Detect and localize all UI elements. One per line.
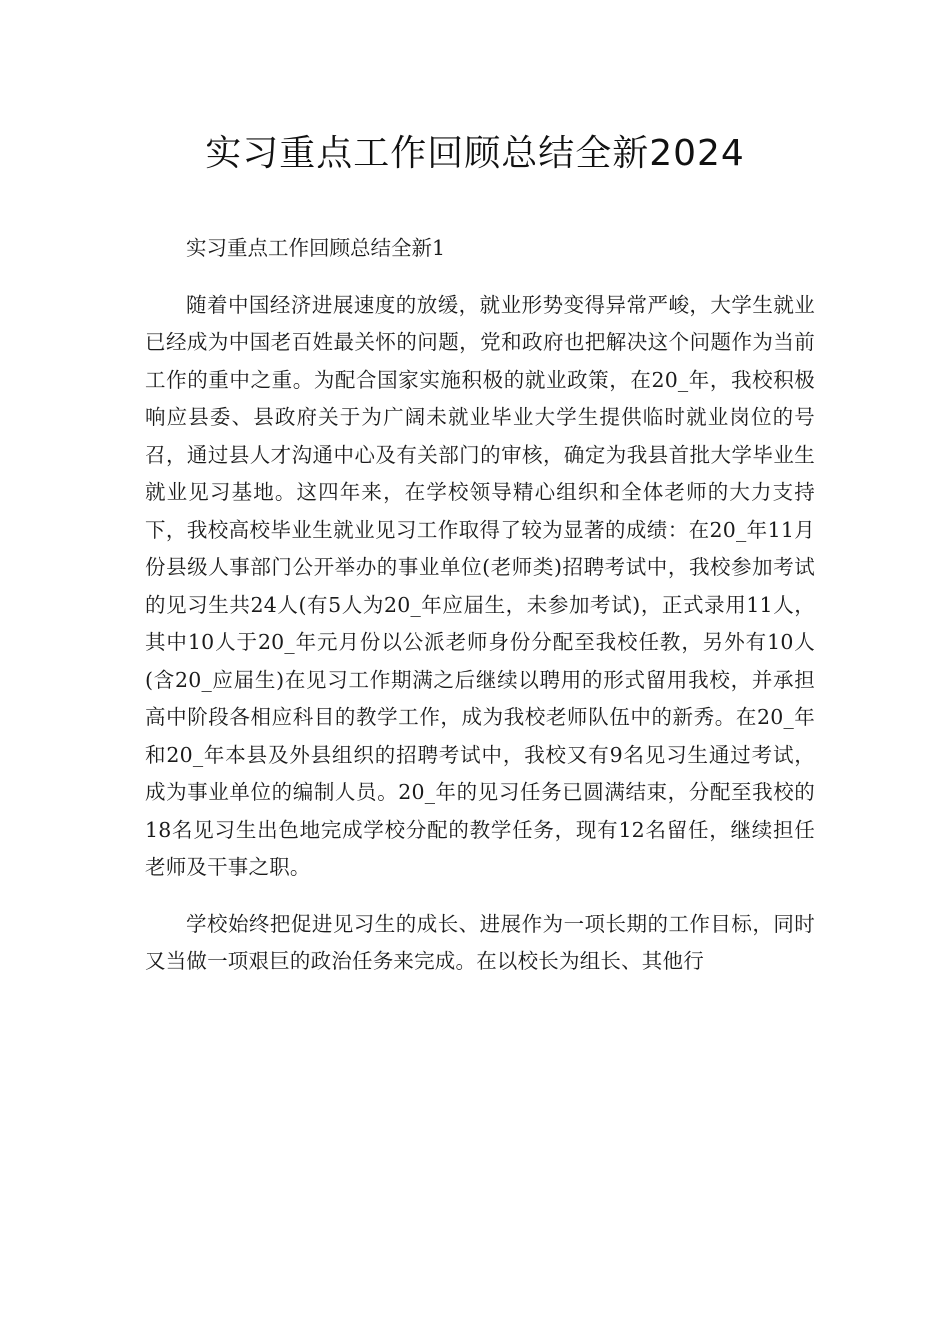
section-heading: 实习重点工作回顾总结全新1 bbox=[186, 236, 446, 260]
document-title: 实习重点工作回顾总结全新2024 bbox=[205, 133, 745, 174]
paragraph-2: 学校始终把促进见习生的成长、进展作为一项长期的工作目标，同时又当做一项艰巨的政治任务来完成。在以校长为组长、其他行 bbox=[145, 911, 815, 973]
document-body bbox=[145, 230, 815, 981]
paragraph-1: 随着中国经济进展速度的放缓，就业形势变得异常严峻，大学生就业已经成为中国老百姓最关怀的问题，党和政府也把解决这个问题作为当前工作的重中之重。为配合国家实施积极的就业政策，在20_年，我校积极响应县委、县政府关于为广阔未就业毕业大学生提供临时就业岗位的号召，通过县人才沟通中心及有关部门的审核，确定为我县首批大学毕业生就业见习基地。这四年来，在学校领导精心组织和全体老师的大力支持下，我校高校毕业生就业见习工作取得了较为显著的成绩：在20_年11月份县级人事部门公开举办的事业单位(老师类)招聘考试中，我校参加考试的见习生共24人(有5人为20_年应届生，未参加考试)，正式录用11人，其中10人于20_年元月份以公派老师身份分配至我校任教，另外有10人(含20_应届生)在见习工作期满之后继续以聘用的形式留用我校，并承担高中阶段各相应科目的教学工作，成为我校老师队伍中的新秀。在20_年和20_年本县及外县组织的招聘考试中，我校又有9名见习生通过考试，成为事业单位的编制人员。20_年的见习任务已圆满结束，分配至我校的18名见习生出色地完成学校分配的教学任务，现有12名留任，继续担任老师及干事之职。 bbox=[145, 292, 815, 879]
